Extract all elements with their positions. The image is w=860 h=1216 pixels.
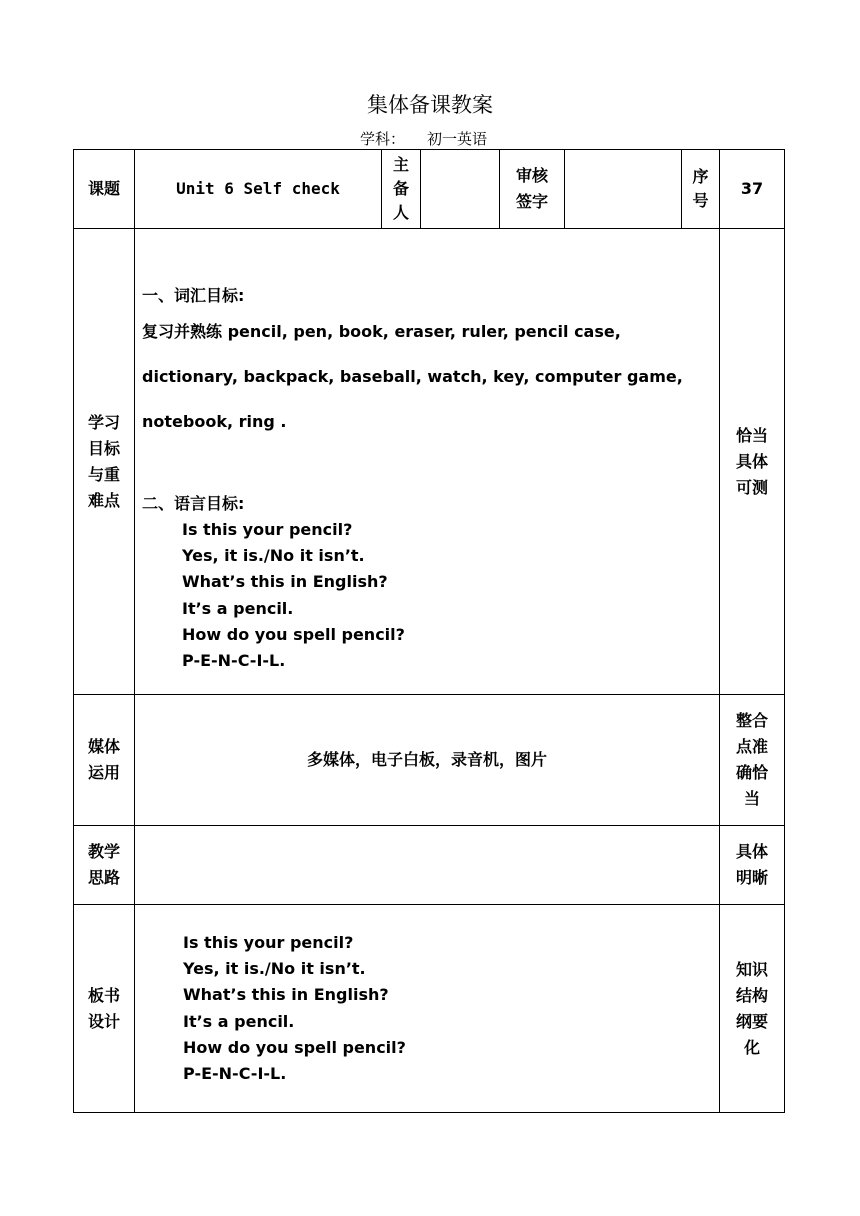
board-row (74, 905, 785, 1113)
header-row (74, 150, 785, 229)
media-requirement: 整合点准确恰当 (735, 711, 768, 808)
board-sentence-6: P-E-N-C-I-L. (183, 1063, 287, 1083)
media-label: 媒体运用 (87, 737, 120, 782)
goal-sentence-4: It’s a pencil. (182, 598, 294, 618)
subject-label: 学科： (360, 130, 406, 148)
topic-label-cell (74, 150, 135, 229)
preparer-value-cell (421, 150, 500, 229)
goals-content-cell (135, 229, 720, 695)
goals-requirement: 恰当具体可测 (735, 425, 768, 497)
board-content-cell (135, 905, 720, 1113)
goals-requirement-cell (720, 229, 785, 695)
review-label: 审核签字 (515, 166, 548, 211)
number-value: 37 (740, 179, 764, 198)
board-sentence-1: Is this your pencil? (183, 932, 354, 952)
review-value-cell (565, 150, 682, 229)
media-label-cell (74, 695, 135, 826)
vocab-line-3: notebook, ring . (142, 412, 287, 431)
vocab-line-1: 复习并熟练 pencil, pen, book, eraser, ruler, pencil case, (142, 322, 621, 341)
language-heading: 二、语言目标: (142, 494, 245, 513)
topic-label: 课题 (87, 179, 120, 198)
board-label-cell (74, 905, 135, 1113)
number-label: 序号 (692, 166, 709, 210)
subject-line (360, 129, 487, 149)
goal-sentence-1: Is this your pencil? (182, 520, 353, 539)
preparer-label: 主备人 (392, 154, 409, 222)
goals-label-cell (74, 229, 135, 695)
idea-label-cell (74, 826, 135, 905)
subject-value: 初一英语 (427, 130, 488, 148)
goal-sentence-3: What’s this in English? (182, 572, 388, 592)
board-requirement-cell (720, 905, 785, 1113)
idea-requirement: 具体明晰 (735, 842, 768, 887)
idea-label: 教学思路 (87, 842, 120, 887)
goals-label: 学习目标与重难点 (87, 412, 120, 510)
media-row (74, 695, 785, 826)
media-content-cell (135, 695, 720, 826)
number-value-cell (720, 150, 785, 229)
lesson-plan-table (73, 149, 785, 1113)
board-sentence-3: What’s this in English? (183, 985, 389, 1005)
document-title: 集体备课教案 (367, 93, 493, 117)
goals-row (74, 229, 785, 695)
media-content: 多媒体，电子白板，录音机，图片 (306, 750, 547, 769)
topic-value: Unit 6 Self check (176, 179, 340, 198)
vocab-heading: 一、词汇目标: (142, 286, 245, 305)
number-label-cell (682, 150, 720, 229)
goal-sentence-6: P-E-N-C-I-L. (182, 651, 286, 671)
topic-value-cell (135, 150, 382, 229)
review-label-cell (500, 150, 565, 229)
idea-content-cell (135, 826, 720, 905)
media-requirement-cell (720, 695, 785, 826)
board-label: 板书设计 (87, 985, 120, 1031)
vocab-line-2: dictionary, backpack, baseball, watch, key, computer game, (142, 367, 683, 386)
goal-sentence-5: How do you spell pencil? (182, 624, 405, 644)
board-sentence-4: It’s a pencil. (183, 1011, 295, 1031)
board-sentence-2: Yes, it is./No it isn’t. (183, 959, 366, 979)
goal-sentence-2: Yes, it is./No it isn’t. (182, 546, 365, 566)
idea-row (74, 826, 785, 905)
preparer-label-cell (382, 150, 421, 229)
board-requirement: 知识结构纲要化 (735, 959, 768, 1057)
board-sentence-5: How do you spell pencil? (183, 1037, 406, 1057)
idea-requirement-cell (720, 826, 785, 905)
